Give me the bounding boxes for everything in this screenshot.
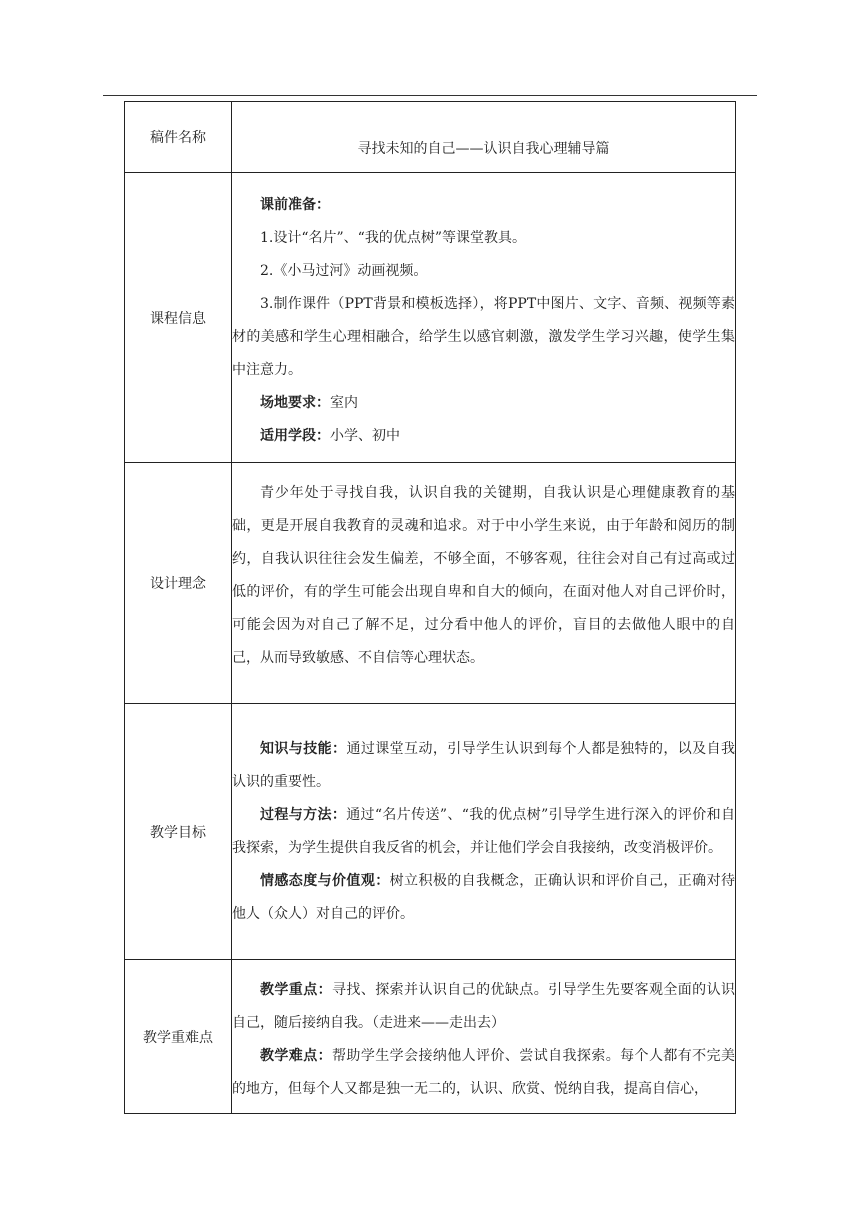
process-goal [232,799,735,865]
row-teaching-goals [125,704,736,960]
venue-value: 室内 [330,394,358,411]
row-key-points [125,960,736,1114]
grade-line [232,420,735,453]
teaching-goals-cell [232,704,736,960]
knowledge-goal [232,733,735,799]
focus-label: 教学重点： [260,981,333,998]
difficulty-label: 教学难点： [260,1047,333,1064]
prep-item-2: 2.《小马过河》动画视频。 [260,262,428,279]
row-course-name [125,102,736,173]
course-name-value: 寻找未知的自己——认识自我心理辅导篇 [357,140,610,157]
knowledge-text: 通过课堂互动，引导学生认识到每个人都是独特的，以及自我认识的重要性。 [232,740,735,790]
course-name-cell [232,102,736,173]
teaching-goals-label: 教学目标 [125,704,232,960]
focus-point [232,974,735,1040]
difficulty-point [232,1040,735,1106]
key-points-cell [232,960,736,1114]
course-info-label: 课程信息 [125,173,232,463]
course-info-cell [232,173,736,463]
process-text: 通过“名片传送”、“我的优点树”引导学生进行深入的评价和自我探索，为学生提供自我反省的机会，并让他们学会自我接纳，改变消极评价。 [232,806,735,856]
emotion-label: 情感态度与价值观： [260,872,390,889]
lesson-plan-table [124,101,736,1114]
row-course-info [125,173,736,463]
design-concept-label: 设计理念 [125,463,232,704]
prep-heading-line [232,189,735,222]
emotion-text: 树立积极的自我概念，正确认识和评价自己，正确对待他人（众人）对自己的评价。 [232,872,735,922]
grade-value: 小学、初中 [330,427,400,444]
prep-item-1: 1.设计“名片”、“我的优点树”等课堂教具。 [260,229,526,246]
emotion-goal [232,865,735,931]
knowledge-label: 知识与技能： [260,740,347,757]
grade-label: 适用学段： [260,427,330,444]
prep-heading: 课前准备： [260,196,330,213]
key-points-label: 教学重难点 [125,960,232,1114]
header-rule [103,95,757,96]
design-concept-text: 青少年处于寻找自我，认识自我的关键期，自我认识是心理健康教育的基础，更是开展自我教育的灵魂和追求。对于中小学生来说，由于年龄和阅历的制约，自我认识往往会发生偏差，不够全面，不够客观，往往会对自己有过高或过低的评价，有的学生可能会出现自卑和自大的倾向，在面对他人对自己评价时，可能会因为对自己了解不足，过分看中他人的评价，盲目的去做他人眼中的自己，从而导致敏感、不自信等心理状态。 [232,485,735,666]
venue-label: 场地要求： [260,394,330,411]
design-concept-cell [232,463,736,704]
process-label: 过程与方法： [260,806,347,823]
focus-text: 寻找、探索并认识自己的优缺点。引导学生先要客观全面的认识自己，随后接纳自我。（走进来——走出去） [232,981,735,1031]
venue-line [232,387,735,420]
difficulty-text: 帮助学生学会接纳他人评价、尝试自我探索。每个人都有不完美的地方，但每个人又都是独一无二的，认识、欣赏、悦纳自我，提高自信心， [232,1047,735,1097]
prep-item-3: 3.制作课件（PPT背景和模板选择），将PPT中图片、文字、音频、视频等素材的美感和学生心理相融合，给学生以感官刺激，激发学生学习兴趣，使学生集中注意力。 [232,295,735,378]
course-name-label: 稿件名称 [125,102,232,173]
row-design-concept [125,463,736,704]
